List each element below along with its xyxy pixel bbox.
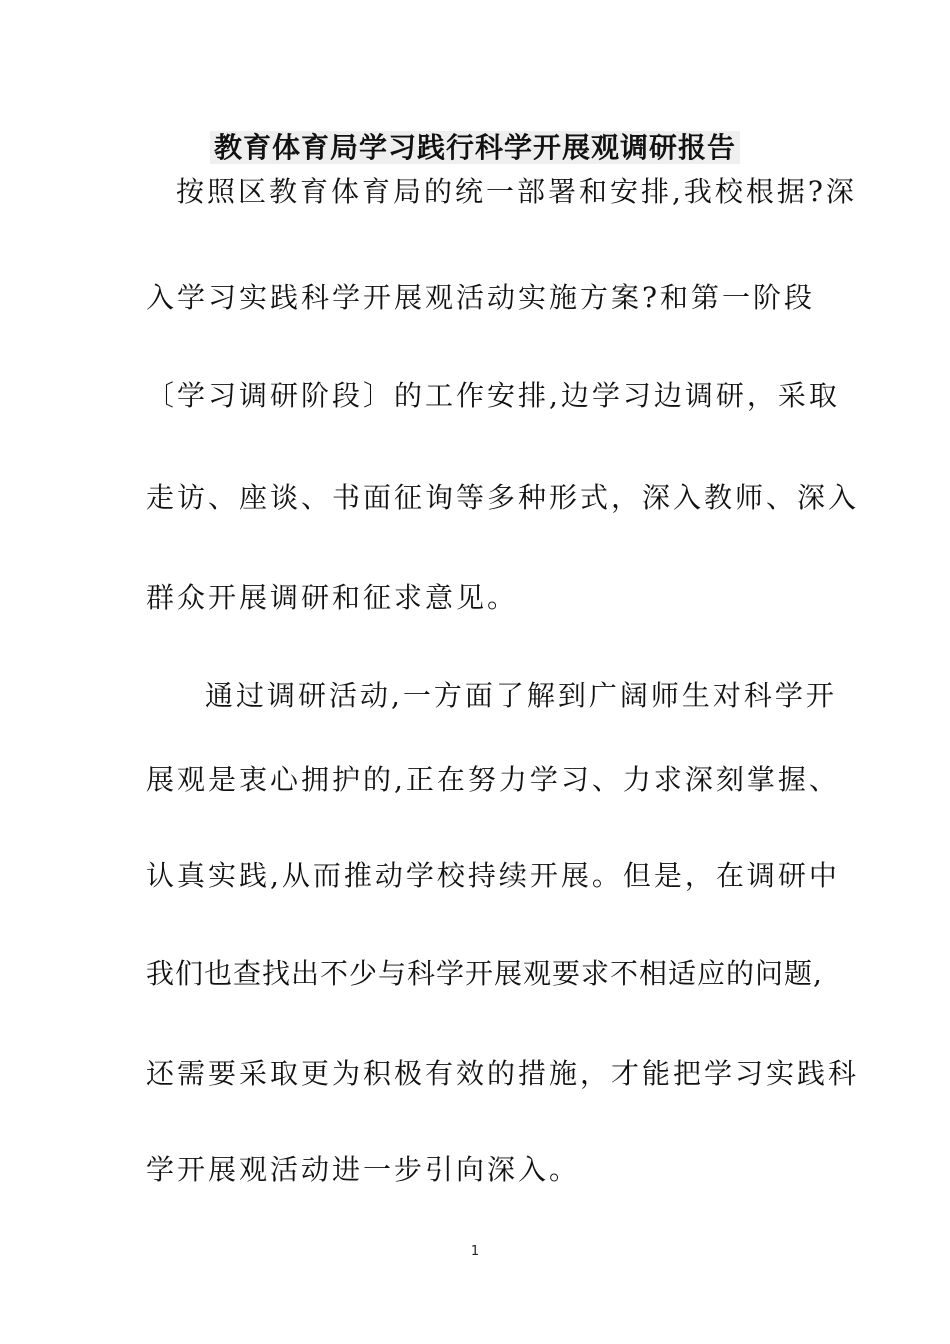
paragraph-1-line-2: 入学习实践科学开展观活动实施方案?和第一阶段 — [146, 281, 816, 314]
document-title-text: 教育体育局学习践行科学开展观调研报告 — [210, 131, 740, 164]
paragraph-1-line-5: 群众开展调研和征求意见。 — [146, 581, 519, 614]
paragraph-2-line-6: 学开展观活动进一步引向深入。 — [146, 1153, 581, 1186]
paragraph-2-line-4: 我们也查找出不少与科学开展观要求不相适应的问题, — [146, 957, 823, 990]
paragraph-2-line-1: 通过调研活动,一方面了解到广阔师生对科学开 — [205, 679, 837, 712]
document-title — [0, 128, 950, 168]
page-number: 1 — [470, 1244, 480, 1259]
paragraph-2-line-5: 还需要采取更为积极有效的措施，才能把学习实践科 — [146, 1057, 860, 1090]
paragraph-2-line-3: 认真实践,从而推动学校持续开展。但是，在调研中 — [146, 859, 840, 892]
paragraph-2-line-2: 展观是衷心拥护的,正在努力学习、力求深刻掌握、 — [146, 763, 840, 796]
paragraph-1-line-1: 按照区教育体育局的统一部署和安排,我校根据?深 — [176, 175, 857, 208]
paragraph-1-line-4: 走访、座谈、书面征询等多种形式，深入教师、深入 — [146, 481, 860, 514]
paragraph-1-line-3: 〔学习调研阶段〕的工作安排,边学习边调研，采取 — [146, 379, 840, 412]
